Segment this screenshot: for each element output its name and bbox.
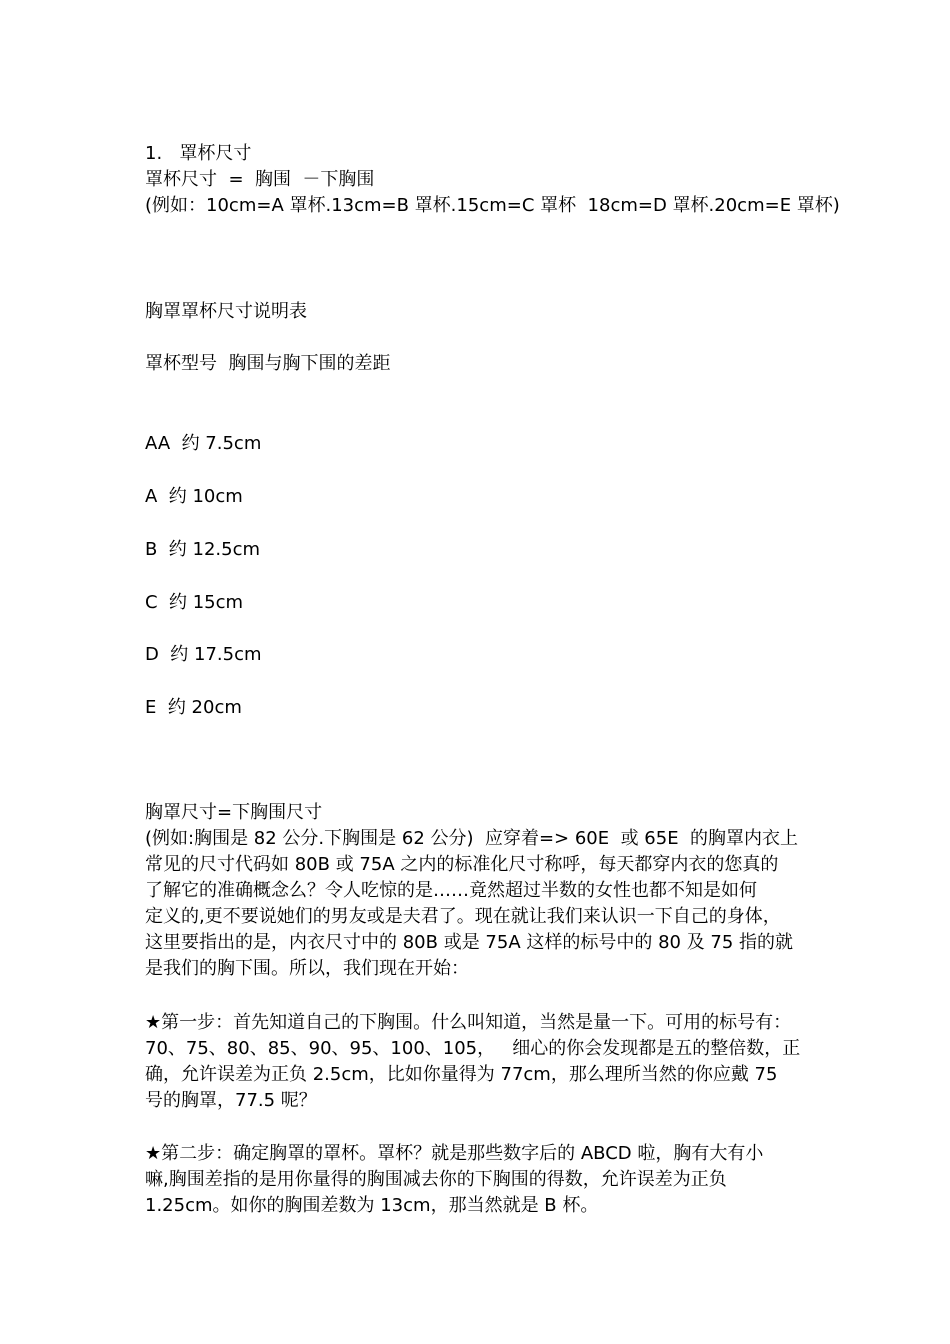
table-row-b: B 约 12.5cm	[145, 539, 261, 560]
table-row	[145, 590, 825, 616]
step-two-line: ★第二步：确定胸罩的罩杯。罩杯？就是那些数字后的 ABCD 啦，胸有大有小	[145, 1143, 764, 1164]
section-cup-size	[145, 141, 840, 219]
step-one-line: 70、75、80、85、90、95、100、105， 细心的你会发现都是五的整倍数，正	[145, 1038, 801, 1059]
table-row-a: A 约 10cm	[145, 486, 243, 507]
table-row-e: E 约 20cm	[145, 697, 242, 718]
intro-line: 是我们的胸下围。所以，我们现在开始：	[145, 958, 469, 979]
intro-line: 常见的尺寸代码如 80B 或 75A 之内的标准化尺寸称呼，每天都穿内衣的您真的	[145, 854, 779, 875]
step-two-line: 1.25cm。如你的胸围差数为 13cm，那当然就是 B 杯。	[145, 1195, 599, 1216]
cup-size-example: (例如：10cm=A 罩杯.13cm=B 罩杯.15cm=C 罩杯 18cm=D 罩杯.20cm=E 罩杯)	[145, 195, 840, 216]
intro-line: 定义的,更不要说她们的男友或是夫君了。现在就让我们来认识一下自己的身体，	[145, 906, 781, 927]
table-row	[145, 642, 825, 668]
cup-size-table-title	[145, 299, 825, 325]
step-two-line: 嘛,胸围差指的是用你量得的胸围减去你的下胸围的得数，允许误差为正负	[145, 1169, 727, 1190]
bra-size-formula: 胸罩尺寸=下胸围尺寸	[145, 802, 323, 823]
cup-size-table-header	[145, 351, 825, 377]
section-heading: 1. 罩杯尺寸	[145, 143, 252, 164]
table-row-aa: AA 约 7.5cm	[145, 433, 262, 454]
table-row-d: D 约 17.5cm	[145, 644, 262, 665]
table-header: 罩杯型号 胸围与胸下围的差距	[145, 353, 391, 374]
section-bra-size	[145, 800, 825, 982]
intro-line: (例如:胸围是 82 公分.下胸围是 62 公分) 应穿着=> 60E 或 65E 的胸罩内衣上	[145, 828, 799, 849]
table-title: 胸罩罩杯尺寸说明表	[145, 301, 307, 322]
step-one-line: 确，允许误差为正负 2.5cm，比如你量得为 77cm，那么理所当然的你应戴 75	[145, 1064, 778, 1085]
cup-size-formula: 罩杯尺寸 = 胸围 －下胸围	[145, 169, 375, 190]
step-two-paragraph	[145, 1141, 825, 1219]
step-one-paragraph	[145, 1010, 825, 1114]
intro-line: 这里要指出的是，内衣尺寸中的 80B 或是 75A 这样的标号中的 80 及 75 指的就	[145, 932, 794, 953]
table-row-c: C 约 15cm	[145, 592, 244, 613]
table-row	[145, 537, 825, 563]
table-row	[145, 695, 825, 721]
step-one-line: ★第一步：首先知道自己的下胸围。什么叫知道，当然是量一下。可用的标号有：	[145, 1012, 792, 1033]
step-one-line: 号的胸罩，77.5 呢？	[145, 1090, 317, 1111]
intro-line: 了解它的准确概念么？令人吃惊的是……竟然超过半数的女性也都不知是如何	[145, 880, 757, 901]
table-row	[145, 431, 825, 457]
table-row	[145, 484, 825, 510]
